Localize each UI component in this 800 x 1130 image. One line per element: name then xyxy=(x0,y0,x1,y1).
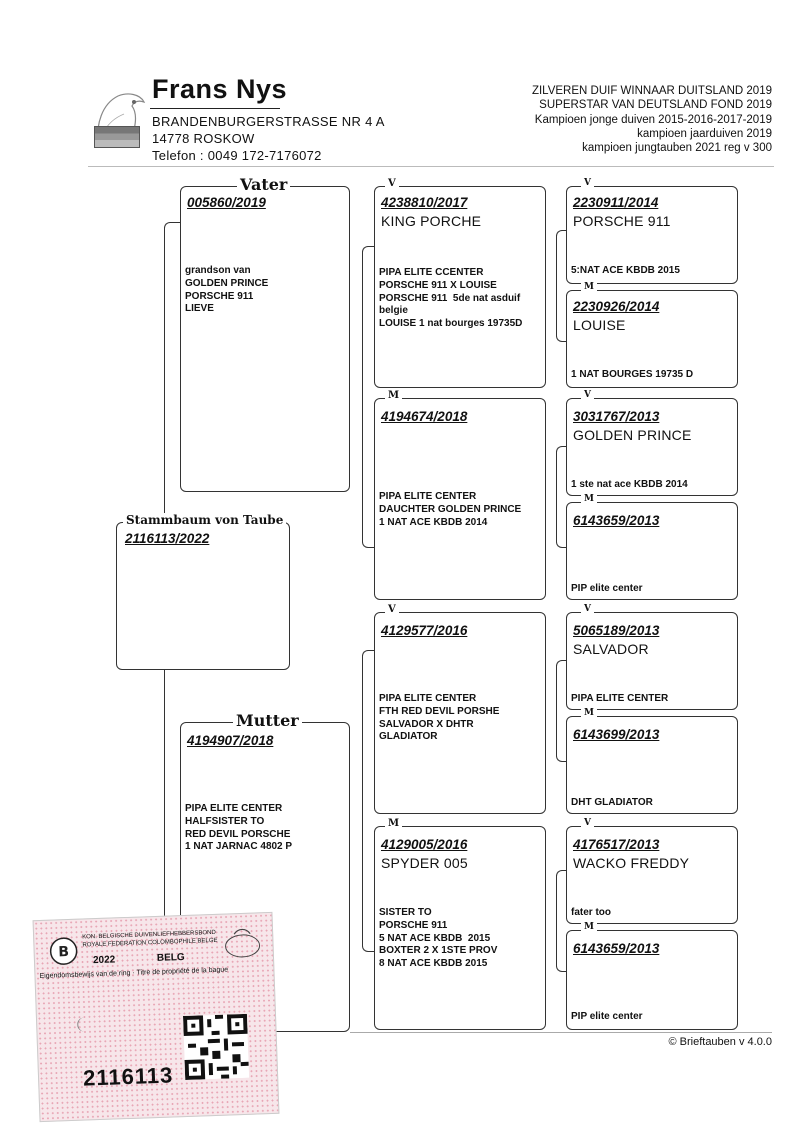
mm-name: SPYDER 005 xyxy=(381,855,468,871)
gg-name: SALVADOR xyxy=(573,641,649,657)
v-label: V xyxy=(581,390,594,400)
mother-info: PIPA ELITE CENTER HALFSISTER TO RED DEVIL PORSCHE 1 NAT JARNAC 4802 P xyxy=(185,803,293,853)
subject-box xyxy=(116,513,290,670)
title-line: kampioen jungtauben 2021 reg v 300 xyxy=(582,142,772,155)
copyright: © Brieftauben v 4.0.0 xyxy=(668,1036,772,1048)
qr-code-icon xyxy=(183,1014,249,1080)
v-label: V xyxy=(581,818,594,828)
title-line: SUPERSTAR VAN DEUTSLAND FOND 2019 xyxy=(539,99,772,112)
mother-ring: 4194907/2018 xyxy=(187,733,274,748)
gg-box xyxy=(566,282,738,388)
ff-ring: 4238810/2017 xyxy=(381,195,468,210)
gg-box xyxy=(566,494,738,600)
fm-info: PIPA ELITE CENTER DAUCHTER GOLDEN PRINCE 1 NAT ACE KBDB 2014 xyxy=(379,491,522,528)
breeder-name: Frans Nys xyxy=(152,74,288,104)
vater-label: Vater xyxy=(237,175,290,194)
father-box xyxy=(180,175,350,492)
m-label: M xyxy=(581,282,597,292)
v-label: V xyxy=(581,178,594,188)
flag-icon xyxy=(94,126,140,148)
m-label: M xyxy=(385,818,402,829)
gg-box xyxy=(566,604,738,710)
ring-ownership-card xyxy=(33,912,280,1122)
gg-box xyxy=(566,922,738,1030)
father-info: grandson van GOLDEN PRINCE PORSCHE 911 LIEVE xyxy=(185,265,269,315)
kbdb-logo-icon xyxy=(48,934,79,969)
gg-ring: 4176517/2013 xyxy=(573,837,660,852)
gg-box xyxy=(566,390,738,496)
father-ring: 005860/2019 xyxy=(187,195,266,210)
mf-box xyxy=(374,604,546,814)
name-underline xyxy=(150,108,280,109)
gg-name: LOUISE xyxy=(573,317,626,333)
gg-name: GOLDEN PRINCE xyxy=(573,427,692,443)
gg-info: 1 NAT BOURGES 19735 D xyxy=(571,369,694,380)
gg-name: WACKO FREDDY xyxy=(573,855,690,871)
gg-ring: 2230926/2014 xyxy=(573,299,660,314)
ff-box xyxy=(374,178,546,388)
address-city: 14778 ROSKOW xyxy=(152,131,255,146)
header-rule xyxy=(88,166,774,167)
m-label: M xyxy=(581,708,597,718)
mf-info: PIPA ELITE CENTER FTH RED DEVIL PORSHE SALVADOR X DHTR GLADIATOR xyxy=(379,693,500,743)
gg-ring: 6143659/2013 xyxy=(573,513,660,528)
gg-info: fater too xyxy=(571,907,611,918)
gg-ring: 6143699/2013 xyxy=(573,727,660,742)
mf-ring: 4129577/2016 xyxy=(381,623,468,638)
titles-block xyxy=(532,84,772,155)
title-line: kampioen jaarduiven 2019 xyxy=(637,127,772,140)
card-ring-number: 2116113 xyxy=(82,1062,174,1091)
mm-info: SISTER TO PORSCHE 911 5 NAT ACE KBDB 2015 BOXTER 2 X 1STE PROV 8 NAT ACE KBDB 2015 xyxy=(379,907,498,970)
card-year: 2022 xyxy=(92,954,116,967)
gg-ring: 6143659/2013 xyxy=(573,941,660,956)
gg-box xyxy=(566,708,738,814)
subject-ring: 2116113/2022 xyxy=(125,531,210,546)
gg-ring: 3031767/2013 xyxy=(573,409,660,424)
fci-logo-icon xyxy=(222,923,263,960)
gg-info: PIP elite center xyxy=(571,583,643,594)
mm-box xyxy=(374,818,546,1030)
gg-ring: 2230911/2014 xyxy=(573,195,659,210)
ff-name: KING PORCHE xyxy=(381,213,482,229)
v-label: V xyxy=(581,604,594,614)
org-line: ROYALE FEDERATION COLOMBOPHILE BELGE xyxy=(82,937,218,949)
gg-info: 1 ste nat ace KBDB 2014 xyxy=(571,479,688,490)
gg-name: PORSCHE 911 xyxy=(573,213,671,229)
gg-ring: 5065189/2013 xyxy=(573,623,660,638)
v-label: V xyxy=(385,604,399,615)
title-line: Kampioen jonge duiven 2015-2016-2017-2019 xyxy=(534,113,772,126)
stammbaum-label: Stammbaum von Taube xyxy=(123,513,286,527)
gg-info: PIP elite center xyxy=(571,1011,643,1022)
gg-info: DHT GLADIATOR xyxy=(571,797,653,808)
gg-info: 5:NAT ACE KBDB 2015 xyxy=(571,265,680,276)
address-street: BRANDENBURGERSTRASSE NR 4 A xyxy=(152,114,385,129)
card-country: BELG xyxy=(156,951,185,964)
mutter-label: Mutter xyxy=(233,711,302,730)
gg-box xyxy=(566,818,738,924)
m-label: M xyxy=(581,494,597,504)
gg-box xyxy=(566,178,738,284)
punch-hole xyxy=(77,1017,88,1031)
title-line: ZILVEREN DUIF WINNAAR DUITSLAND 2019 xyxy=(531,85,772,97)
m-label: M xyxy=(385,390,402,401)
mm-ring: 4129005/2016 xyxy=(381,837,468,852)
svg-text:B: B xyxy=(58,944,70,961)
ff-info: PIPA ELITE CCENTER PORSCHE 911 X LOUISE PORSCHE 911 5de nat asduif belgie LOUISE 1 nat bourges 19735D xyxy=(379,267,523,330)
fm-ring: 4194674/2018 xyxy=(381,409,468,424)
footer-rule xyxy=(350,1032,772,1033)
org-text xyxy=(82,929,218,950)
gg-info: PIPA ELITE CENTER xyxy=(571,693,669,704)
v-label: V xyxy=(385,178,399,189)
phone: Telefon : 0049 172-7176072 xyxy=(152,148,322,163)
ownership-text: Eigendomsbewijs van de ring · Titre de propriété de la bague xyxy=(39,966,229,981)
fm-box xyxy=(374,390,546,600)
m-label: M xyxy=(581,922,597,932)
org-line: KON. BELGISCHE DUIVENLIEFHEBBERSBOND xyxy=(82,929,216,941)
